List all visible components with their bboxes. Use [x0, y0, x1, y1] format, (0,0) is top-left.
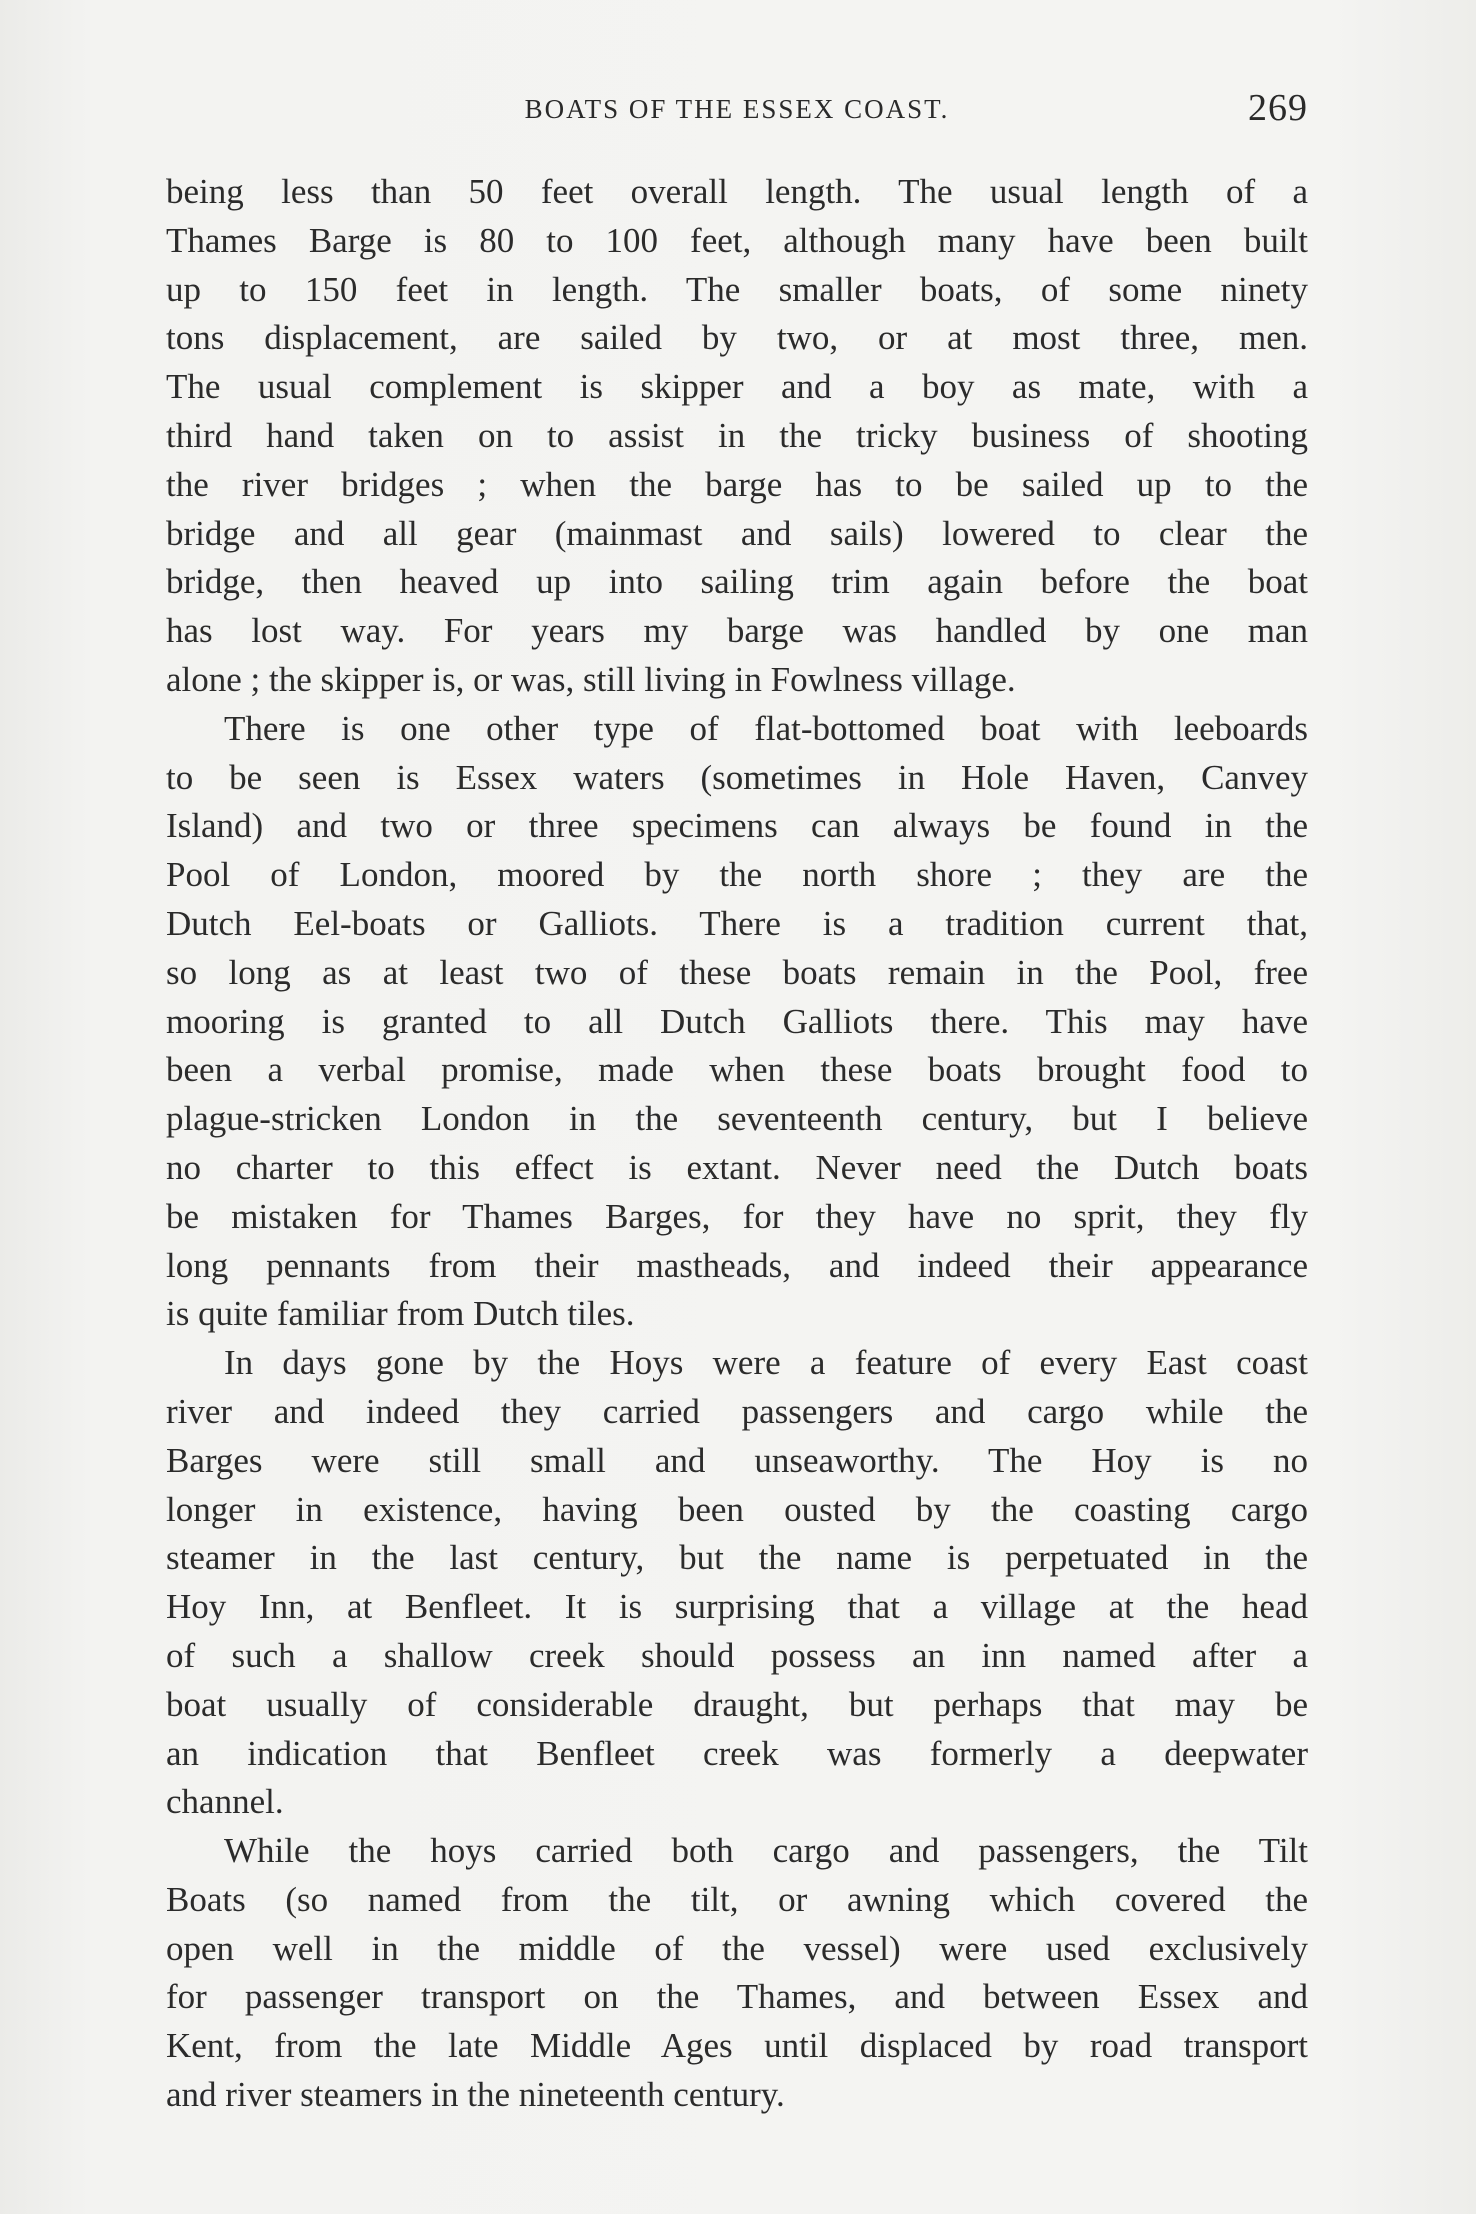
text-line: river and indeed they carried passengers and cargo while the: [166, 1391, 1308, 1431]
text-line: Barges were still small and unseaworthy. The Hoy is no: [166, 1440, 1308, 1480]
text-line: up to 150 feet in length. The smaller boats, of some ninety: [166, 269, 1308, 309]
text-line: Thames Barge is 80 to 100 feet, although many have been built: [166, 220, 1308, 260]
text-line: so long as at least two of these boats remain in the Pool, free: [166, 952, 1308, 992]
paragraph-1: [166, 168, 1308, 705]
text-line: an indication that Benfleet creek was formerly a deepwater: [166, 1733, 1308, 1773]
text-line: Dutch Eel-boats or Galliots. There is a tradition current that,: [166, 903, 1308, 943]
text-line: has lost way. For years my barge was handled by one man: [166, 611, 1308, 651]
text-line: bridge, then heaved up into sailing trim again before the boat: [166, 562, 1308, 602]
text-line: mooring is granted to all Dutch Galliots there. This may have: [166, 1001, 1308, 1041]
text-line: steamer in the last century, but the name is perpetuated in the: [166, 1538, 1308, 1578]
text-line: boat usually of considerable draught, but perhaps that may be: [166, 1684, 1308, 1724]
page-header: [166, 86, 1308, 142]
text-line: been a verbal promise, made when these boats brought food to: [166, 1050, 1308, 1090]
text-line: for passenger transport on the Thames, and between Essex and: [166, 1977, 1308, 2017]
text-line: being less than 50 feet overall length. The usual length of a: [166, 172, 1308, 211]
paragraph-4: [166, 1827, 1308, 2120]
text-line: is quite familiar from Dutch tiles.: [166, 1294, 635, 1334]
text-line: to be seen is Essex waters (sometimes in Hole Haven, Canvey: [166, 757, 1308, 797]
text-line: There is one other type of flat-bottomed boat with leeboards: [224, 708, 1308, 748]
text-line: Island) and two or three specimens can always be found in the: [166, 806, 1308, 846]
text-line: Pool of London, moored by the north shore ; they are the: [166, 855, 1308, 895]
running-head: BOATS OF THE ESSEX COAST.: [524, 94, 950, 124]
text-line: While the hoys carried both cargo and passengers, the Tilt: [224, 1831, 1308, 1871]
text-line: no charter to this effect is extant. Never need the Dutch boats: [166, 1147, 1308, 1187]
text-line: tons displacement, are sailed by two, or at most three, men.: [166, 318, 1308, 358]
text-line: the river bridges ; when the barge has to be sailed up to the: [166, 464, 1308, 504]
text-line: third hand taken on to assist in the tricky business of shooting: [166, 415, 1308, 455]
text-line: alone ; the skipper is, or was, still living in Fowlness village.: [166, 659, 1016, 699]
text-line: long pennants from their mastheads, and indeed their appearance: [166, 1245, 1308, 1285]
text-line: In days gone by the Hoys were a feature of every East coast: [224, 1343, 1308, 1383]
text-line: The usual complement is skipper and a boy as mate, with a: [166, 367, 1308, 407]
text-line: bridge and all gear (mainmast and sails) lowered to clear the: [166, 513, 1308, 553]
text-line: channel.: [166, 1782, 284, 1822]
text-line: open well in the middle of the vessel) were used exclusively: [166, 1928, 1308, 1968]
text-line: longer in existence, having been ousted by the coasting cargo: [166, 1489, 1308, 1529]
text-line: of such a shallow creek should possess an inn named after a: [166, 1635, 1308, 1675]
paragraph-3: [166, 1339, 1308, 1827]
text-line: Kent, from the late Middle Ages until displaced by road transport: [166, 2026, 1308, 2066]
page-number: 269: [1248, 87, 1308, 129]
paragraph-2: [166, 705, 1308, 1339]
text-line: Boats (so named from the tilt, or awning which covered the: [166, 1879, 1308, 1919]
text-line: and river steamers in the nineteenth century.: [166, 2075, 785, 2115]
body-text: [166, 168, 1308, 2120]
text-line: Hoy Inn, at Benfleet. It is surprising that a village at the head: [166, 1587, 1308, 1627]
text-line: be mistaken for Thames Barges, for they have no sprit, they fly: [166, 1196, 1308, 1236]
text-line: plague-stricken London in the seventeenth century, but I believe: [166, 1099, 1308, 1139]
